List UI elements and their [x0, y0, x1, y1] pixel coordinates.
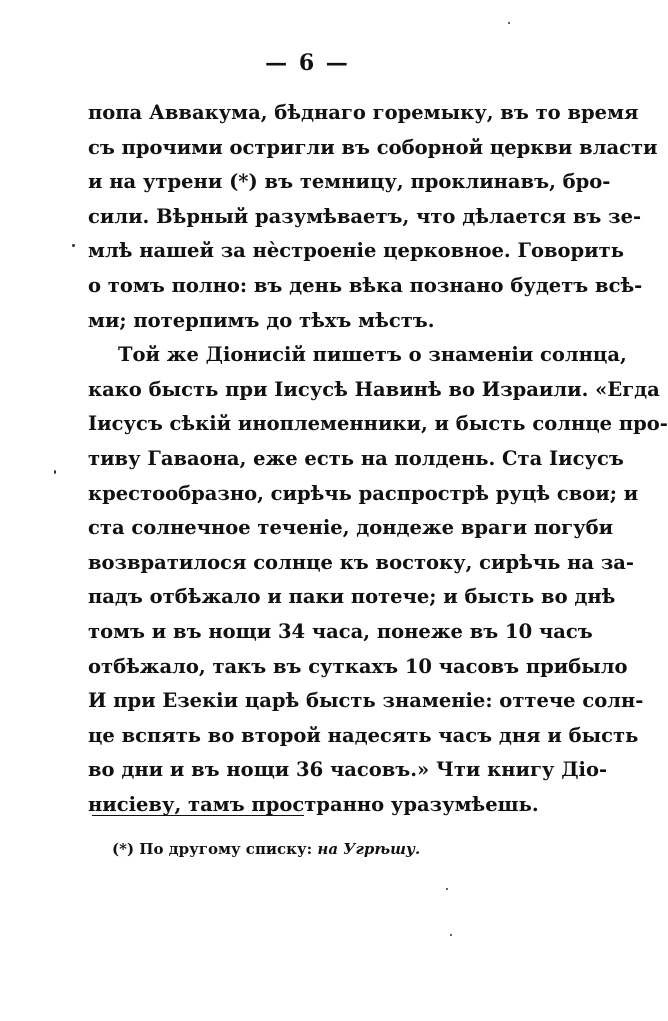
text-line: тиву Гаваона, еже есть на полдень. Ста Іисусъ — [88, 446, 624, 470]
text-line: Іисусъ сѣкій иноплеменники, и бысть солнце про- — [88, 412, 668, 436]
text-line: попа Аввакума, бѣднаго горемыку, въ то время — [88, 101, 639, 124]
footnote-text: По другому списку: — [139, 840, 313, 858]
text-line: сили. Вѣрный разумѣваетъ, что дѣлается въ зе- — [88, 204, 642, 228]
paper-speck — [72, 244, 75, 247]
text-line: томъ и въ нощи 34 часа, понеже въ 10 часъ — [88, 619, 593, 643]
text-line: возвратилося солнце къ востоку, сирѣчь на за- — [88, 550, 635, 574]
footnote — [112, 840, 420, 858]
text-line: ми; потерпимъ до тѣхъ мѣстъ. — [88, 308, 435, 332]
footnote-italic-text: на Угрѣшу. — [317, 840, 421, 858]
footnote-divider — [92, 815, 304, 816]
page-number: — 6 — — [265, 50, 350, 76]
paper-speck — [54, 470, 56, 474]
text-line: крестообразно, сирѣчь распрострѣ руцѣ свои; и — [88, 481, 639, 505]
text-line: во дни и въ нощи 36 часовъ.» Чти книгу Діо- — [88, 758, 608, 782]
text-line: млѣ нашей за нѐстроеніе церковное. Говорить — [88, 239, 624, 263]
text-line: Той же Діонисій пишетъ о знаменіи солнца, — [118, 343, 627, 367]
text-line: падъ отбѣжало и паки потече; и бысть во днѣ — [88, 585, 616, 609]
text-line: о томъ полно: въ день вѣка познано будетъ всѣ- — [88, 273, 643, 297]
text-line: це вспять во второй надесять часъ дня и бысть — [88, 723, 639, 747]
footnote-marker: (*) — [112, 840, 135, 858]
text-line: отбѣжало, такъ въ суткахъ 10 часовъ прибыло — [88, 654, 628, 678]
paper-speck — [450, 934, 452, 936]
text-line: нисіеву, тамъ пространно уразумѣешь. — [88, 792, 539, 816]
text-line: И при Езекіи царѣ бысть знаменіе: оттече солн- — [88, 689, 644, 713]
paper-speck — [446, 888, 448, 890]
text-line: како бысть при Іисусѣ Навинѣ во Израили. «Егда — [88, 377, 660, 401]
paper-speck — [508, 22, 510, 24]
text-line: съ прочими остригли въ соборной церкви власти — [88, 135, 658, 159]
body-text — [88, 96, 668, 822]
text-line: и на утрени (*) въ темницу, проклинавъ, бро- — [88, 170, 611, 194]
text-line: ста солнечное теченіе, дондеже враги погуби — [88, 516, 614, 540]
